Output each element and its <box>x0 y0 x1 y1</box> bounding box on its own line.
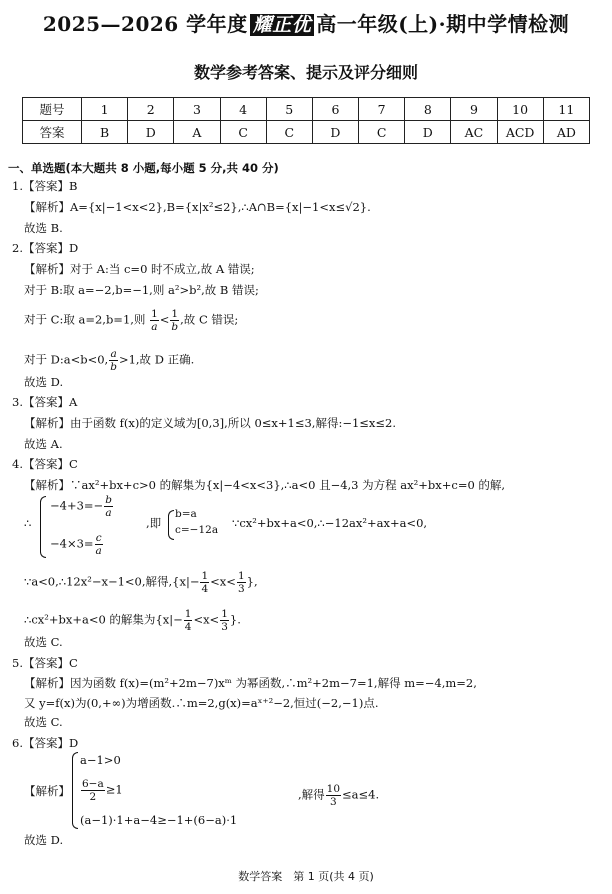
q4-conclusion: 故选 C. <box>24 635 63 649</box>
question-number-cell: 1 <box>82 98 128 121</box>
question-number-cell: 3 <box>174 98 220 121</box>
q2-line-c: 对于 C:取 a=2,b=1,则 $\frac{1}{a}$ < $\frac{1}{b}$ ,故 C 错误; <box>24 308 239 333</box>
answer-cell: D <box>128 121 174 144</box>
brand-logo: 耀正优 <box>250 14 315 36</box>
q4-system-tail: ∵cx²+bx+a<0,∴−12ax²+ax+a<0, <box>232 516 428 530</box>
q6-cond-1: a−1>0 <box>80 753 121 767</box>
fraction-a-over-b: $\frac{a}{b}$ <box>110 348 117 373</box>
section-heading: 一、单选题(本大题共 8 小题,每小题 5 分,共 40 分) <box>8 161 279 175</box>
answer-cell: C <box>220 121 266 144</box>
q3-analysis: 【解析】由于函数 f(x)的定义域为[0,3],所以 0≤x+1≤3,解得:−1≤x≤2. <box>24 416 396 430</box>
q5-analysis-2: 又 y=f(x)为(0,+∞)为增函数.∴m=2,g(x)=aˣ⁺²−2,恒过(−2,−1)点. <box>24 696 379 710</box>
table-row-answers <box>23 121 590 144</box>
answer-cell: B <box>82 121 128 144</box>
q6-result: ,解得 $\frac{10}{3}$ ≤a≤4. <box>298 783 380 808</box>
q1-analysis: 【解析】A={x|−1<x<2},B={x|x²≤2},∴A∩B={x|−1<x≤√2}. <box>24 200 371 214</box>
q4-head: 4.【答案】C <box>12 457 78 471</box>
answer-cell: AC <box>451 121 497 144</box>
q4-line-solve: ∵a<0,∴12x²−x−1<0,解得,{x|− $\frac{1}{4}$ <x< $\frac{1}{3}$ }, <box>24 570 258 595</box>
table-row-numbers <box>23 98 590 121</box>
fraction-1-over-a: $\frac{1}{a}$ <box>151 308 158 333</box>
question-number-cell: 5 <box>266 98 312 121</box>
q4-system-eq2: −4×3= $\frac{c}{a}$ <box>50 532 102 557</box>
question-number-cell: 4 <box>220 98 266 121</box>
q3-conclusion: 故选 A. <box>24 437 63 451</box>
answer-cell: A <box>174 121 220 144</box>
document-title: 2025—2026 学年度 耀正优 高一年级(上)·期中学情检测 <box>42 12 570 36</box>
question-number-cell: 10 <box>497 98 543 121</box>
system-brace <box>40 496 46 558</box>
question-number-cell: 11 <box>543 98 589 121</box>
answer-cell: ACD <box>497 121 543 144</box>
q1-head: 1.【答案】B <box>12 179 78 193</box>
fraction-1-over-b: $\frac{1}{b}$ <box>171 308 179 333</box>
answer-cell: C <box>359 121 405 144</box>
answer-cell: D <box>312 121 358 144</box>
question-number-cell: 6 <box>312 98 358 121</box>
document-subtitle: 数学参考答案、提示及评分细则 <box>193 63 418 82</box>
q2-line-a: 【解析】对于 A:当 c=0 时不成立,故 A 错误; <box>24 262 255 276</box>
row-label-number: 题号 <box>23 98 82 121</box>
system-brace-2 <box>168 510 174 540</box>
q4-analysis: 【解析】∵ax²+bx+c>0 的解集为{x|−4<x<3},∴a<0 且−4,3 为方程 ax²+bx+c=0 的解, <box>24 478 506 492</box>
system-brace-3 <box>72 752 78 829</box>
q2-line-d: 对于 D:a<b<0, $\frac{a}{b}$ >1,故 D 正确. <box>24 348 195 373</box>
q2-head: 2.【答案】D <box>12 241 79 255</box>
question-number-cell: 9 <box>451 98 497 121</box>
q4-system-eq3: b=a <box>175 508 197 520</box>
answer-cell: AD <box>543 121 589 144</box>
q5-head: 5.【答案】C <box>12 656 78 670</box>
q6-conclusion: 故选 D. <box>24 833 64 847</box>
q5-analysis: 【解析】因为函数 f(x)=(m²+2m−7)xᵐ 为幂函数,∴m²+2m−7=1,解得 m=−4,m=2, <box>24 676 477 690</box>
q4-line-result: ∴cx²+bx+a<0 的解集为{x|− $\frac{1}{4}$ <x< $\frac{1}{3}$ }. <box>24 608 241 633</box>
q4-system-eq4: c=−12a <box>175 524 219 536</box>
q3-head: 3.【答案】A <box>12 395 78 409</box>
answer-cell: D <box>405 121 451 144</box>
answer-table <box>22 97 590 144</box>
page-footer: 数学答案 第 1 页(共 4 页) <box>238 870 374 883</box>
q1-conclusion: 故选 B. <box>24 221 63 235</box>
q4-therefore: ∴ <box>24 516 32 530</box>
q4-system-eq1: −4+3=− $\frac{b}{a}$ <box>50 494 112 519</box>
question-number-cell: 2 <box>128 98 174 121</box>
q4-then: ,即 <box>146 516 162 530</box>
q6-head: 6.【答案】D <box>12 736 79 750</box>
q5-conclusion: 故选 C. <box>24 715 63 729</box>
q2-line-b: 对于 B:取 a=−2,b=−1,则 a²>b²,故 B 错误; <box>24 283 259 297</box>
q6-cond-3: (a−1)·1+a−4≥−1+(6−a)·1 <box>80 813 238 827</box>
row-label-answer: 答案 <box>23 121 82 144</box>
answer-cell: C <box>266 121 312 144</box>
question-number-cell: 7 <box>359 98 405 121</box>
q6-cond-2: $\frac{6-a}{2}$ ≥1 <box>82 778 123 803</box>
question-number-cell: 8 <box>405 98 451 121</box>
q2-conclusion: 故选 D. <box>24 375 64 389</box>
q6-label: 【解析】 <box>24 784 70 798</box>
